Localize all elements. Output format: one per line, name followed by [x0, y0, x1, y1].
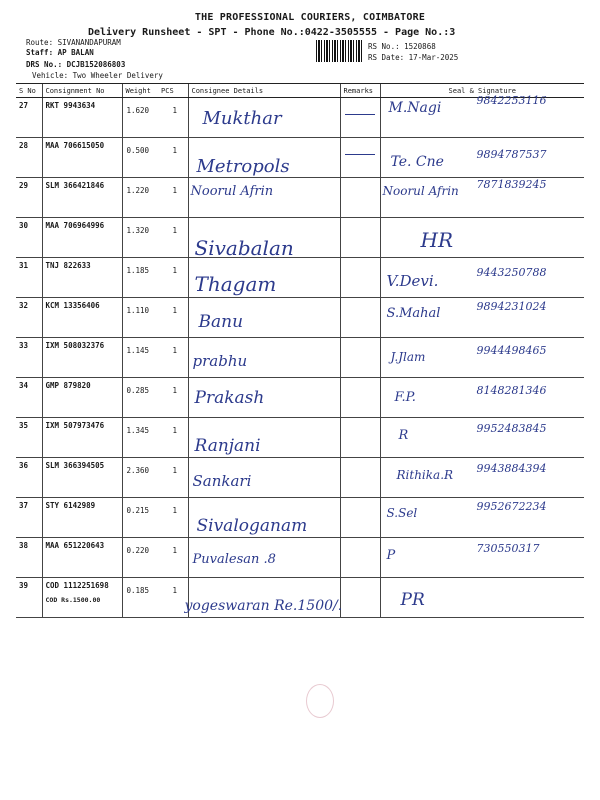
row-sno: 39 [16, 578, 42, 618]
handwritten-phone-number: 8148281346 [476, 384, 547, 397]
table-row [16, 218, 584, 258]
handwritten-signature: F.P. [394, 390, 416, 405]
row-sno: 30 [16, 218, 42, 258]
row-weight: 0.285 [126, 386, 150, 395]
handwritten-phone-number: 9943884394 [476, 462, 547, 475]
staff-label: Staff: AP BALAN [26, 48, 94, 57]
handwritten-consignee-name: Banu [198, 312, 244, 332]
row-weight: 1.145 [126, 346, 150, 355]
col-weight-pcs [122, 84, 188, 98]
row-sno: 29 [16, 178, 42, 218]
row-weight: 1.220 [126, 186, 150, 195]
row-seal-signature [380, 138, 584, 178]
row-remarks [340, 178, 380, 218]
row-sno: 28 [16, 138, 42, 178]
handwritten-signature: V.Devi. [386, 272, 439, 290]
table-row [16, 418, 584, 458]
row-consignee-details [188, 218, 340, 258]
row-weight-pcs [122, 378, 188, 418]
row-seal-signature [380, 458, 584, 498]
row-pcs: 1 [172, 226, 178, 235]
row-seal-signature [380, 298, 584, 338]
row-weight-pcs [122, 138, 188, 178]
row-remarks [340, 378, 380, 418]
handwritten-consignee-name: Noorul Afrin [190, 184, 274, 199]
row-weight-pcs [122, 298, 188, 338]
row-sno: 34 [16, 378, 42, 418]
row-weight-pcs [122, 418, 188, 458]
row-sno: 35 [16, 418, 42, 458]
row-seal-signature [380, 94, 584, 138]
row-consignee-details [188, 498, 340, 538]
row-weight-pcs [122, 218, 188, 258]
row-weight-pcs [122, 458, 188, 498]
handwritten-phone-number: 9443250788 [476, 266, 547, 279]
row-consignee-details [188, 338, 340, 378]
row-sno: 31 [16, 258, 42, 298]
row-remarks [340, 498, 380, 538]
table-row [16, 578, 584, 618]
row-seal-signature [380, 578, 584, 618]
row-remarks [340, 98, 380, 138]
row-pcs: 1 [172, 466, 178, 475]
row-seal-signature [380, 418, 584, 458]
row-consignment-text: COD 1112251698 [45, 581, 109, 590]
handwritten-signature: Noorul Afrin [382, 184, 459, 198]
row-consignee-details [188, 178, 340, 218]
row-weight-pcs [122, 538, 188, 578]
drs-number: DRS No.: DCJB152086803 [26, 60, 126, 69]
row-consignment-no: TNJ 822633 [42, 258, 122, 298]
row-pcs: 1 [172, 346, 178, 355]
row-consignment-no: KCM 13356406 [42, 298, 122, 338]
col-pcs: PCS [161, 86, 174, 95]
row-sno: 38 [16, 538, 42, 578]
col-consignee: Consignee Details [188, 84, 340, 98]
table-row [16, 498, 584, 538]
row-weight: 0.185 [126, 586, 150, 595]
handwritten-consignee-name: Sivaloganam [196, 516, 308, 536]
handwritten-consignee-name: Thagam [194, 272, 277, 296]
row-seal-signature [380, 498, 584, 538]
handwritten-signature: Rithika.R [396, 468, 454, 482]
row-weight: 1.620 [126, 106, 150, 115]
table-row [16, 258, 584, 298]
row-consignee-details [188, 98, 340, 138]
row-consignee-details [188, 298, 340, 338]
table-row [16, 338, 584, 378]
handwritten-phone-number: 9952483845 [476, 422, 547, 435]
row-consignment-no: SLM 366394505 [42, 458, 122, 498]
row-consignee-details [188, 138, 340, 178]
handwritten-signature: HR [420, 228, 453, 252]
company-title: THE PROFESSIONAL COURIERS, COIMBATORE [194, 12, 426, 23]
ink-blot [306, 684, 334, 718]
row-sno: 33 [16, 338, 42, 378]
table-row [16, 138, 584, 178]
row-remarks [340, 458, 380, 498]
handwritten-consignee-name: Puvalesan .8 [192, 552, 276, 567]
row-pcs: 1 [172, 386, 178, 395]
handwritten-signature: PR [400, 590, 425, 610]
table-row [16, 298, 584, 338]
handwritten-signature: M.Nagi [388, 100, 442, 116]
col-remarks: Remarks [340, 84, 380, 98]
row-pcs: 1 [172, 426, 178, 435]
cod-amount-note: COD Rs.1500.00 [45, 596, 101, 604]
handwritten-consignee-name: prabhu [192, 352, 248, 370]
row-weight: 1.110 [126, 306, 150, 315]
row-consignee-details [188, 538, 340, 578]
handwritten-consignee-name: yogeswaran Re.1500/. [184, 598, 343, 614]
handwritten-consignee-name: Sankari [192, 472, 252, 490]
row-seal-signature [380, 338, 584, 378]
row-seal-signature [380, 258, 584, 298]
row-weight-pcs [122, 338, 188, 378]
row-weight: 0.220 [126, 546, 150, 555]
runsheet-title: Delivery Runsheet - SPT - Phone No.:0422-3505555 - Page No.:3 [88, 27, 456, 38]
row-seal-signature [380, 378, 584, 418]
row-consignment-no: STY 6142989 [42, 498, 122, 538]
row-pcs: 1 [172, 306, 178, 315]
row-consignee-details [188, 378, 340, 418]
handwritten-phone-number: 9894787537 [476, 148, 547, 161]
row-consignment-no: IXM 507973476 [42, 418, 122, 458]
handwritten-consignee-name: Sivabalan [194, 236, 294, 260]
row-remarks [340, 298, 380, 338]
row-pcs: 1 [172, 266, 178, 275]
row-pcs: 1 [172, 586, 178, 595]
row-sno: 37 [16, 498, 42, 538]
row-weight: 0.500 [126, 146, 150, 155]
row-consignment-no: MAA 706615050 [42, 138, 122, 178]
handwritten-consignee-name: Prakash [194, 388, 265, 408]
row-seal-signature [380, 218, 584, 258]
row-consignment-no [42, 578, 122, 618]
row-consignee-details [188, 458, 340, 498]
table-row [16, 458, 584, 498]
row-consignment-no: GMP 879820 [42, 378, 122, 418]
row-consignee-details [188, 258, 340, 298]
row-remarks [340, 578, 380, 618]
remarks-dash-mark [345, 154, 375, 155]
route-label: Route: SIVANANDAPURAM [26, 38, 121, 47]
handwritten-signature: S.Sel [386, 506, 418, 520]
row-weight: 2.360 [126, 466, 150, 475]
row-weight-pcs [122, 498, 188, 538]
handwritten-signature: R [398, 428, 409, 443]
table-row [16, 378, 584, 418]
row-consignment-no: RKT 9943634 [42, 98, 122, 138]
row-remarks [340, 418, 380, 458]
barcode-image [316, 40, 362, 62]
row-pcs: 1 [172, 106, 178, 115]
handwritten-phone-number: 730550317 [476, 542, 540, 555]
row-weight: 1.345 [126, 426, 150, 435]
row-seal-signature [380, 538, 584, 578]
row-consignment-no: MAA 651220643 [42, 538, 122, 578]
row-consignment-no: MAA 706964996 [42, 218, 122, 258]
row-seal-signature [380, 178, 584, 218]
handwritten-consignee-name: Mukthar [202, 108, 282, 129]
row-consignee-details [184, 578, 343, 618]
handwritten-consignee-name: Metropols [196, 156, 290, 177]
handwritten-signature: P [386, 548, 396, 563]
handwritten-phone-number: 9842253116 [476, 94, 547, 107]
row-remarks [340, 538, 380, 578]
col-weight: Weight [125, 86, 151, 95]
row-remarks [340, 338, 380, 378]
row-weight: 1.185 [126, 266, 150, 275]
remarks-dash-mark [345, 114, 375, 115]
handwritten-phone-number: 9894231024 [476, 300, 547, 313]
row-weight-pcs [122, 578, 188, 618]
row-consignment-no: IXM 508032376 [42, 338, 122, 378]
handwritten-signature: J.Jlam [390, 350, 426, 364]
handwritten-phone-number: 9952672234 [476, 500, 547, 513]
vehicle-label: Vehicle: Two Wheeler Delivery [32, 71, 163, 80]
row-sno: 36 [16, 458, 42, 498]
handwritten-consignee-name: Ranjani [194, 436, 261, 456]
row-weight-pcs [122, 98, 188, 138]
row-weight-pcs [122, 258, 188, 298]
runsheet-table [16, 83, 584, 618]
rs-number: RS No.: 1520868 [368, 42, 436, 51]
col-seal-signature: Seal & Signature [380, 84, 584, 98]
row-consignment-no: SLM 366421846 [42, 178, 122, 218]
row-weight-pcs [122, 178, 188, 218]
table-row [16, 98, 584, 138]
row-pcs: 1 [172, 546, 178, 555]
row-consignee-details [188, 418, 340, 458]
col-consignment: Consignment No [42, 84, 122, 98]
rs-date: RS Date: 17-Mar-2025 [368, 53, 459, 62]
handwritten-signature: Te. Cne [390, 154, 444, 170]
row-sno: 32 [16, 298, 42, 338]
handwritten-phone-number: 9944498465 [476, 344, 547, 357]
table-row [16, 178, 584, 218]
row-pcs: 1 [172, 146, 178, 155]
handwritten-signature: S.Mahal [386, 306, 441, 321]
row-pcs: 1 [172, 506, 178, 515]
col-sno: S No [16, 84, 42, 98]
row-pcs: 1 [172, 186, 178, 195]
table-row [16, 538, 584, 578]
row-remarks [340, 258, 380, 298]
row-sno: 27 [16, 98, 42, 138]
handwritten-phone-number: 7871839245 [476, 178, 547, 191]
row-weight: 1.320 [126, 226, 150, 235]
row-weight: 0.215 [126, 506, 150, 515]
row-remarks [340, 218, 380, 258]
row-remarks [340, 138, 380, 178]
